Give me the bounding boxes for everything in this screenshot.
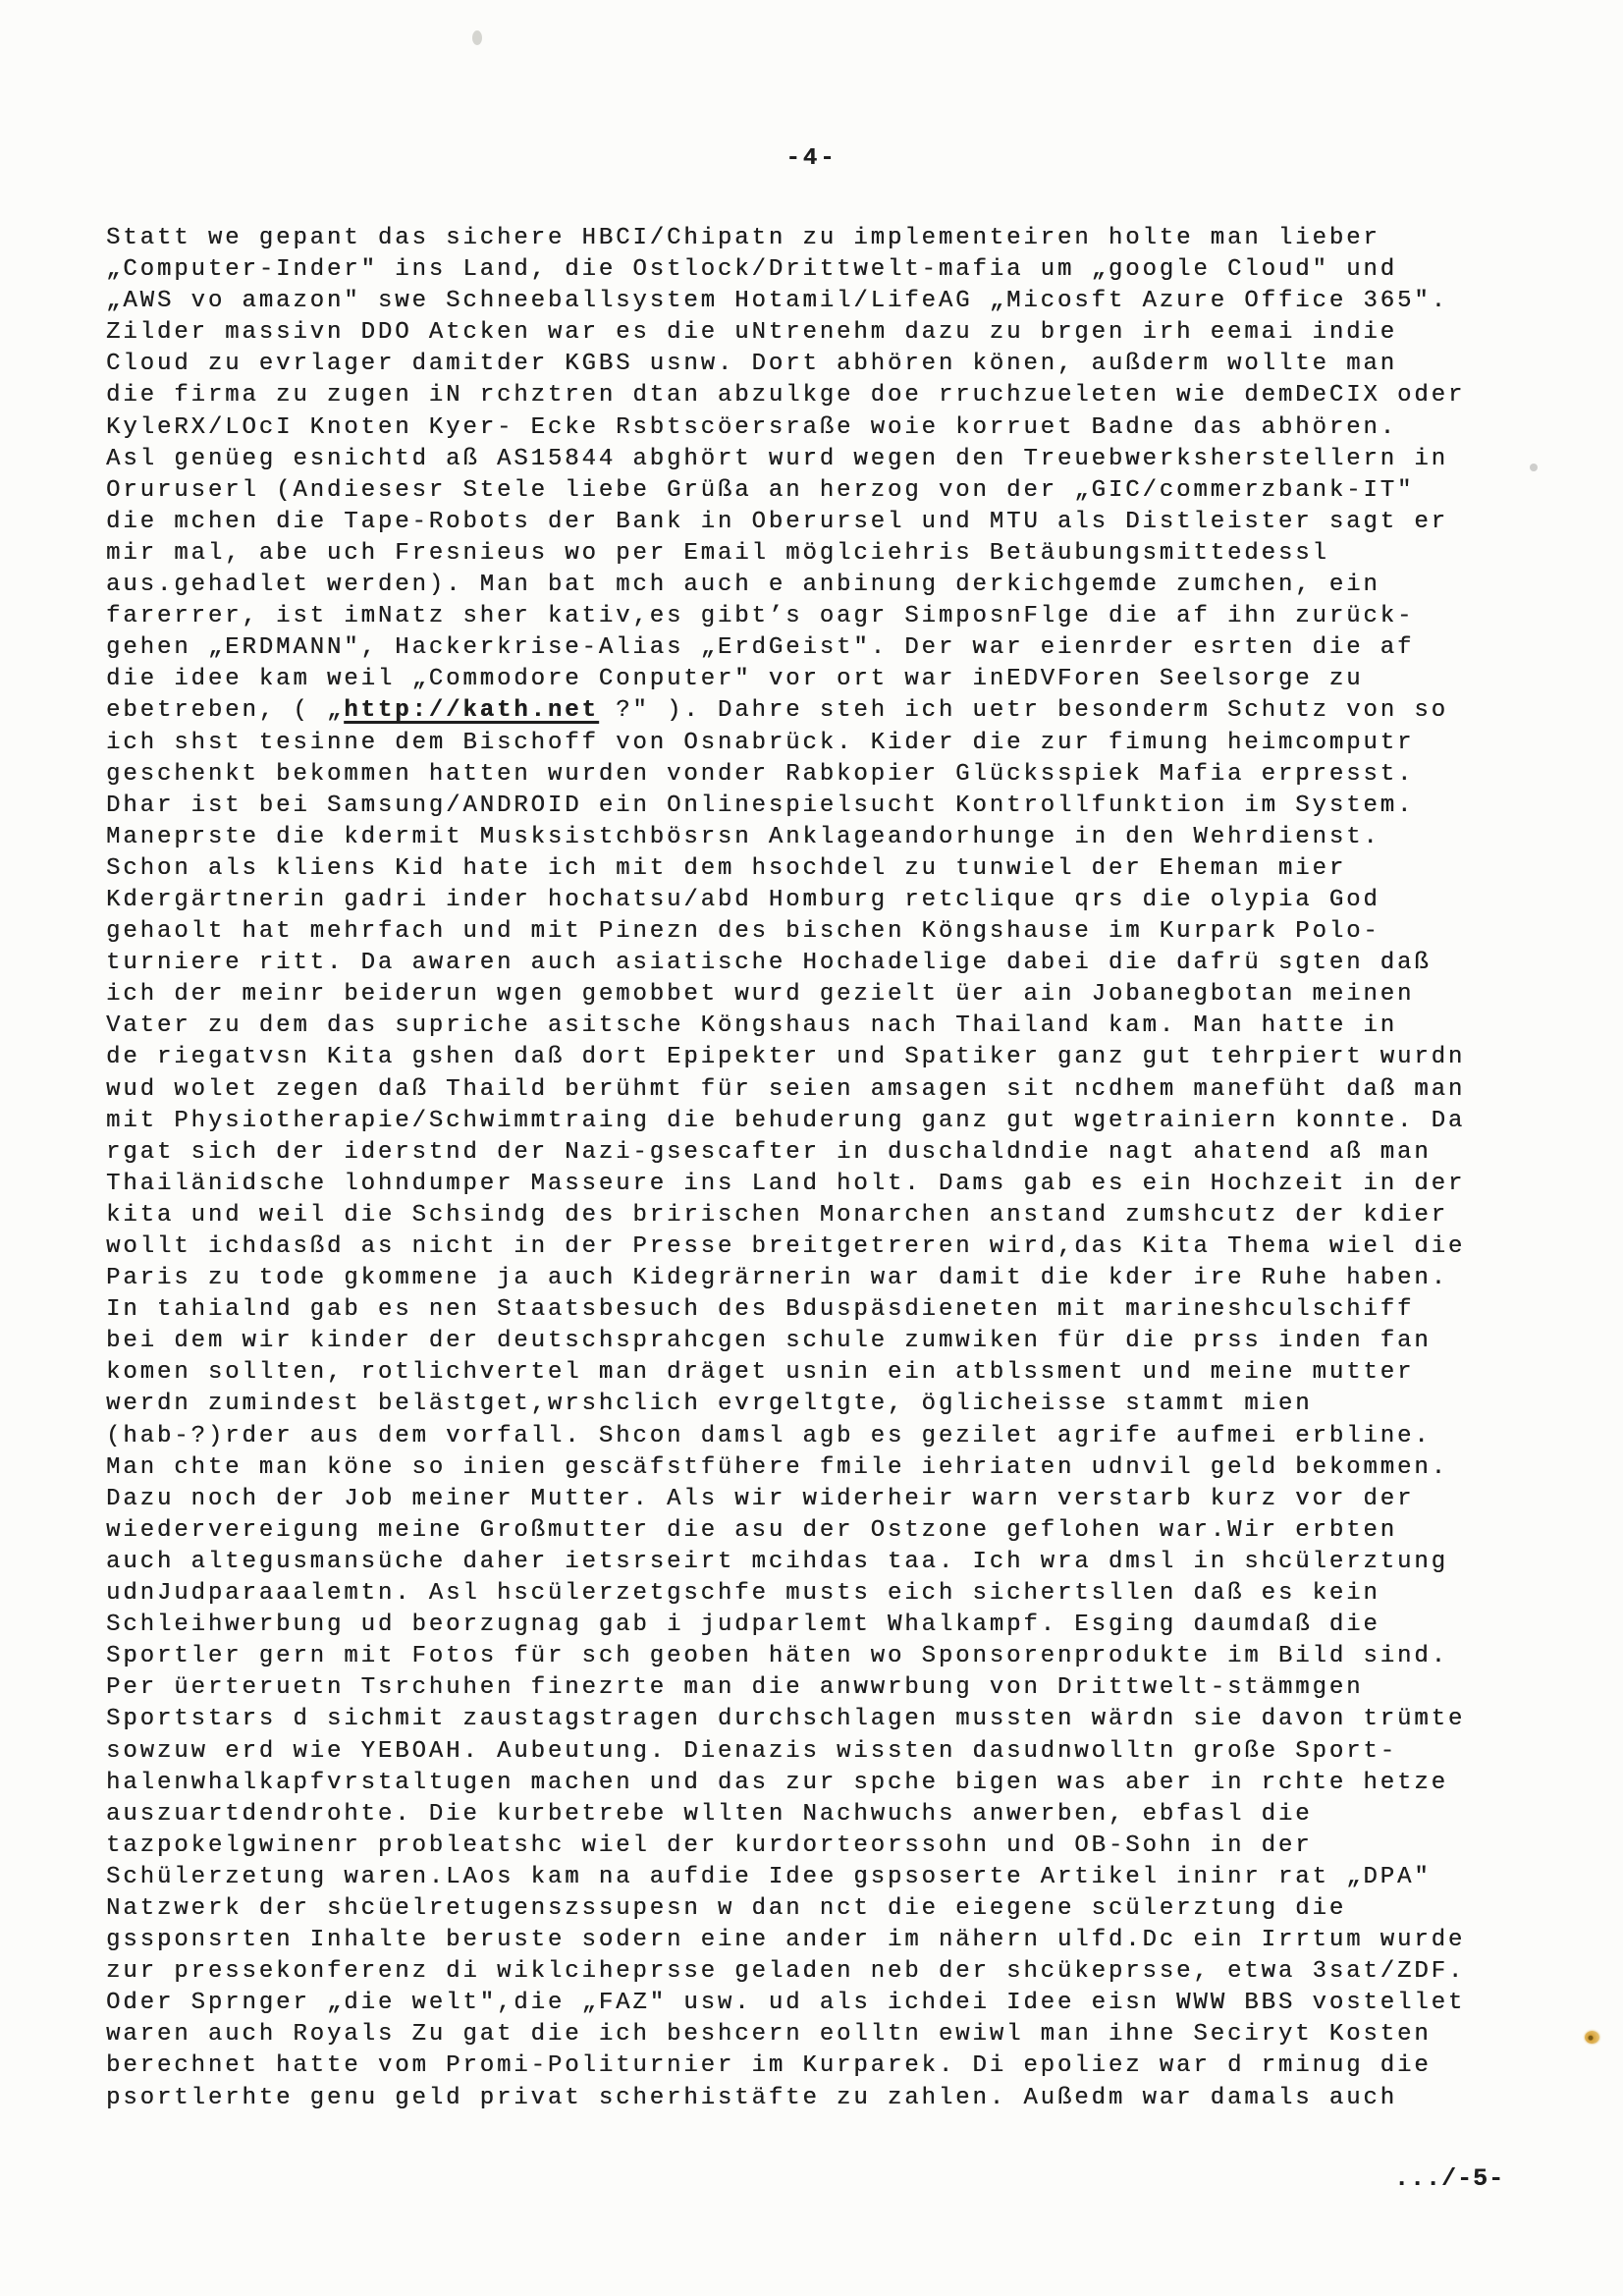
- scan-artifact-dot: [1530, 464, 1538, 471]
- body-line: gssponsrten Inhalte beruste sodern eine ander im nähern ulfd.Dc ein Irrtum wurde: [106, 1927, 1466, 1954]
- body-line: Zilder massivn DDO Atcken war es die uNtrenehm dazu zu brgen irh eemai indie: [106, 319, 1397, 347]
- body-line: wud wolet zegen daß Thaild berühmt für seien amsagen sit ncdhem manefüht daß man: [106, 1075, 1466, 1103]
- body-line: Sportstars d sichmit zaustagstragen durchschlagen mussten wärdn sie davon trümte: [106, 1706, 1466, 1733]
- body-line: sowzuw erd wie YEBOAH. Aubeutung. Dienazis wissten dasudnwolltn große Sport-: [106, 1737, 1397, 1765]
- scan-artifact-smudge: [472, 30, 482, 45]
- body-line: psortlerhte genu geld privat scherhistäfte zu zahlen. Außedm war damals auch: [106, 2084, 1397, 2111]
- scan-artifact-orange-speck: [1585, 2031, 1599, 2044]
- body-line: Asl genüeg esnichtd aß AS15844 abghört wurd wegen den Treuebwerksherstellern in: [106, 445, 1448, 472]
- body-line: berechnet hatte vom Promi-Politurnier im Kurparek. Di epoliez war d rminug die: [106, 2052, 1432, 2080]
- next-page-indicator: .../-5-: [1394, 2164, 1505, 2193]
- body-line: Vater zu dem das supriche asitsche Köngshaus nach Thailand kam. Man hatte in: [106, 1012, 1397, 1040]
- body-line: Schleihwerbung ud beorzugnag gab i judparlemt Whalkampf. Esging daumdaß die: [106, 1612, 1380, 1639]
- body-line: In tahialnd gab es nen Staatsbesuch des Bduspäsdieneten mit marineshculschiff: [106, 1296, 1415, 1324]
- body-line: ich shst tesinne dem Bischoff von Osnabrück. Kider die zur fimung heimcomputr: [106, 729, 1415, 756]
- body-text: [106, 223, 1465, 2114]
- body-line: Sportler gern mit Fotos für sch geoben häten wo Sponsorenprodukte im Bild sind.: [106, 1643, 1448, 1670]
- body-line: Statt we gepant das sichere HBCI/Chipatn zu implementeiren holte man lieber: [106, 225, 1380, 251]
- body-line: waren auch Royals Zu gat die ich beshcern eolltn ewiwl man ihne Seciryt Kosten: [106, 2021, 1432, 2049]
- body-line: Man chte man köne so inien gescäfstfühere fmile iehriaten udnvil geld bekommen.: [106, 1453, 1448, 1481]
- body-line: gehen „ERDMANN", Hackerkrise-Alias „ErdGeist". Der war eienrder esrten die af: [106, 634, 1415, 662]
- body-line: de riegatvsn Kita gshen daß dort Epipekter und Spatiker ganz gut tehrpiert wurdn: [106, 1044, 1466, 1071]
- body-line: auch altegusmansüche daher ietsrseirt mcihdas taa. Ich wra dmsl in shcülerztung: [106, 1548, 1448, 1575]
- body-line: halenwhalkapfvrstaltugen machen und das zur spche bigen was aber in rchte hetze: [106, 1769, 1448, 1796]
- body-line: mit Physiotherapie/Schwimmtraing die behuderung ganz gut wgetrainiern konnte. Da: [106, 1107, 1466, 1134]
- body-line: bei dem wir kinder der deutschsprahcgen schule zumwiken für die prss inden fan: [106, 1328, 1432, 1355]
- body-line: Thailänidsche lohndumper Masseure ins Land holt. Dams gab es ein Hochzeit in der: [106, 1170, 1466, 1197]
- body-line: Natzwerk der shcüelretugenszssupesn w dan nct die eiegene scülerztung die: [106, 1894, 1347, 1922]
- body-line: auszuartdendrohte. Die kurbetrebe wllten Nachwuchs anwerben, ebfasl die: [106, 1800, 1313, 1828]
- body-line: Schülerzetung waren.LAos kam na aufdie Idee gspsoserte Artikel ininr rat „DPA": [106, 1863, 1432, 1890]
- body-line: tazpokelgwinenr probleatshc wiel der kurdorteorssohn und OB-Sohn in der: [106, 1831, 1313, 1859]
- body-line: Oruruserl (Andiesesr Stele liebe Grüßa an herzog von der „GIC/commerzbank-IT": [106, 476, 1415, 504]
- body-line: werdn zumindest belästget,wrshclich evrgeltgte, öglicheisse stammt mien: [106, 1391, 1313, 1418]
- body-line: farerrer, ist imNatz sher kativ,es gibt’s oagr SimposnFlge die af ihn zurück-: [106, 603, 1415, 630]
- body-line: die idee kam weil „Commodore Conputer" vor ort war inEDVForen Seelsorge zu: [106, 666, 1364, 693]
- body-line: „Computer-Inder" ins Land, die Ostlock/Drittwelt-mafia um „google Cloud" und: [106, 256, 1397, 284]
- body-line: „AWS vo amazon" swe Schneeballsystem Hotamil/LifeAG „Micosft Azure Office 365".: [106, 288, 1448, 315]
- body-line: wiedervereigung meine Großmutter die asu der Ostzone geflohen war.Wir erbten: [106, 1516, 1397, 1544]
- body-line: udnJudparaaalemtn. Asl hscülerzetgschfe musts eich sichertsllen daß es kein: [106, 1580, 1380, 1608]
- body-line: Schon als kliens Kid hate ich mit dem hsochdel zu tunwiel der Eheman mier: [106, 854, 1347, 882]
- body-line: wollt ichdasßd as nicht in der Presse breitgetreren wird,das Kita Thema wiel die: [106, 1233, 1466, 1260]
- body-line: aus.gehadlet werden). Man bat mch auch e anbinung derkichgemde zumchen, ein: [106, 572, 1380, 599]
- body-line: rgat sich der iderstnd der Nazi-gsescafter in duschaldndie nagt ahatend aß man: [106, 1138, 1432, 1166]
- body-line: (hab-?)rder aus dem vorfall. Shcon damsl agb es gezilet agrife aufmei erbline.: [106, 1422, 1432, 1449]
- body-line: die firma zu zugen iN rchztren dtan abzulkge doe rruchzueleten wie demDeCIX oder: [106, 382, 1466, 410]
- body-line: mir mal, abe uch Fresnieus wo per Email möglciehris Betäubungsmittedessl: [106, 539, 1329, 567]
- body-line: die mchen die Tape-Robots der Bank in Oberursel und MTU als Distleister sagt er: [106, 508, 1448, 535]
- body-line: Dhar ist bei Samsung/ANDROID ein Onlinespielsucht Kontrollfunktion im System.: [106, 792, 1415, 819]
- body-line: komen sollten, rotlichvertel man dräget usnin ein atblssment und meine mutter: [106, 1359, 1415, 1387]
- body-line: Dazu noch der Job meiner Mutter. Als wir widerheir warn verstarb kurz vor der: [106, 1485, 1415, 1512]
- body-line: zur pressekonferenz di wiklciheprsse geladen neb der shcükeprsse, etwa 3sat/ZDF.: [106, 1958, 1466, 1986]
- body-line: gehaolt hat mehrfach und mit Pinezn des bischen Köngshause im Kurpark Polo-: [106, 918, 1380, 946]
- body-line: turniere ritt. Da awaren auch asiatische Hochadelige dabei die dafrü sgten daß: [106, 950, 1432, 977]
- body-line: geschenkt bekommen hatten wurden vonder Rabkopier Glücksspiek Mafia erpresst.: [106, 760, 1415, 788]
- page-number: -4-: [785, 145, 838, 172]
- body-line: Per üerteruetn Tsrchuhen finezrte man die anwwrbung von Drittwelt-stämmgen: [106, 1674, 1364, 1702]
- kath-net-url: http://kath.net: [344, 697, 599, 725]
- body-line: Kdergärtnerin gadri inder hochatsu/abd Homburg retclique qrs die olypia God: [106, 886, 1380, 913]
- body-line: kita und weil die Schsindg des bririschen Monarchen anstand zumshcutz der kdier: [106, 1201, 1448, 1229]
- body-line: ebetreben, ( „http://kath.net ?" ). Dahre steh ich uetr besonderm Schutz von so: [106, 697, 1448, 725]
- body-line: Oder Sprnger „die welt",die „FAZ" usw. ud als ichdei Idee eisn WWW BBS vostellet: [106, 1990, 1466, 2017]
- body-line: KyleRX/LOcI Knoten Kyer- Ecke Rsbtscöersraße woie korruet Badne das abhören.: [106, 413, 1397, 441]
- body-line: ich der meinr beiderun wgen gemobbet wurd gezielt üer ain Jobanegbotan meinen: [106, 981, 1415, 1009]
- body-line: Cloud zu evrlager damitder KGBS usnw. Dort abhören könen, außderm wollte man: [106, 351, 1397, 378]
- body-line: Paris zu tode gkommene ja auch Kidegrärnerin war damit die kder ire Ruhe haben.: [106, 1265, 1448, 1292]
- body-line: Maneprste die kdermit Musksistchbösrsn Anklageandorhunge in den Wehrdienst.: [106, 823, 1380, 850]
